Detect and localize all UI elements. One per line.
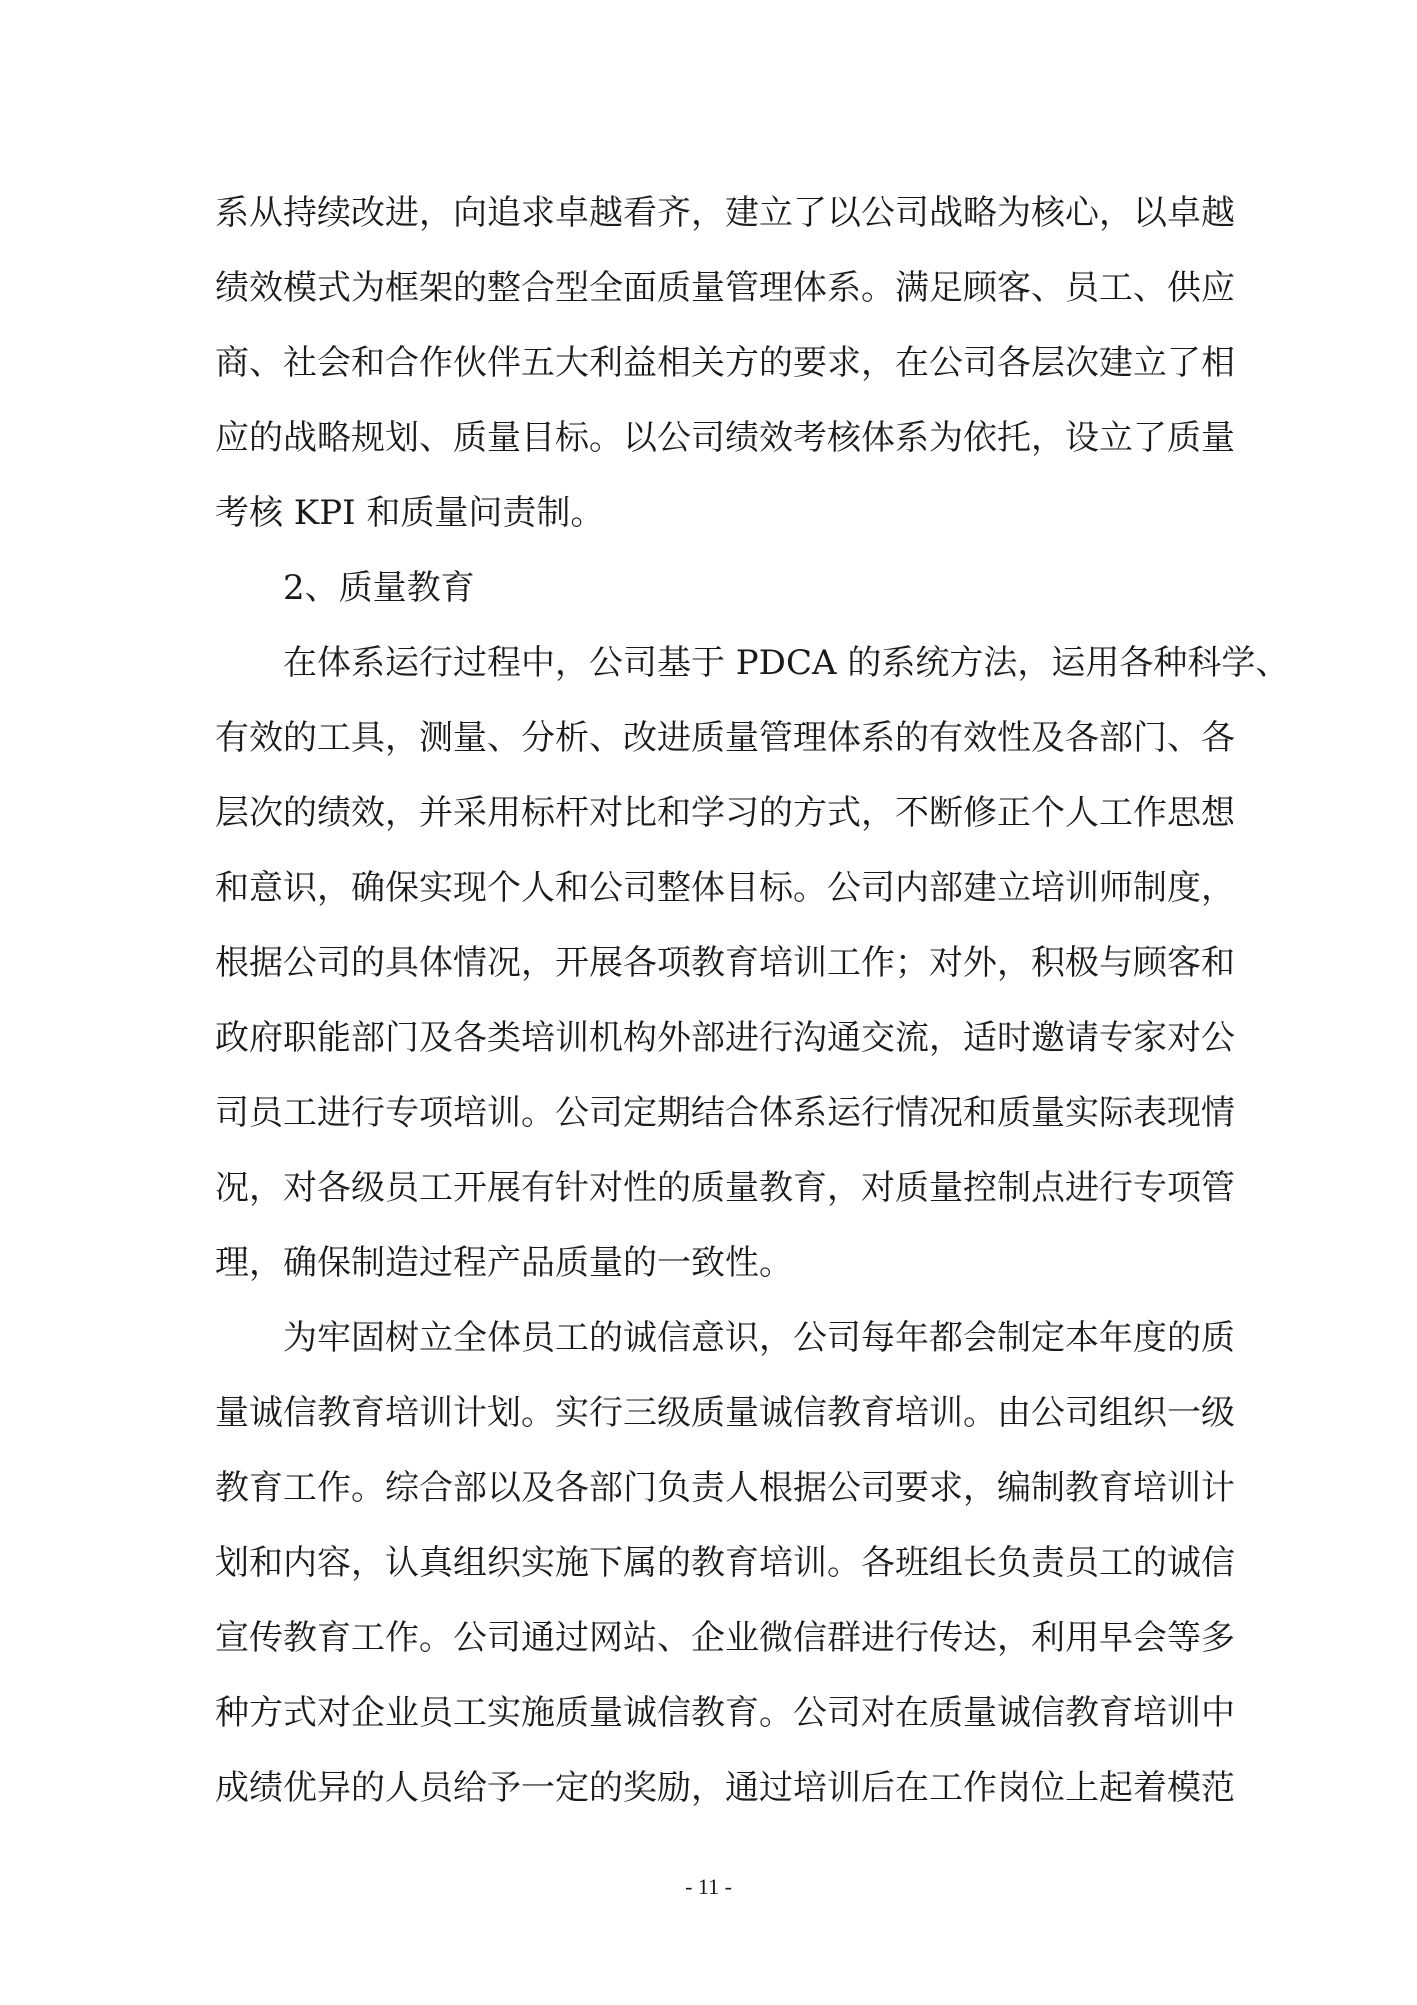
paragraph-line: 根据公司的具体情况，开展各项教育培训工作；对外，积极与顾客和 xyxy=(215,943,1235,983)
paragraph-line: 教育工作。综合部以及各部门负责人根据公司要求，编制教育培训计 xyxy=(215,1468,1235,1508)
section-heading: 2、质量教育 xyxy=(283,568,475,608)
paragraph-line: 政府职能部门及各类培训机构外部进行沟通交流，适时邀请专家对公 xyxy=(215,1018,1235,1058)
paragraph-line: 种方式对企业员工实施质量诚信教育。公司对在质量诚信教育培训中 xyxy=(215,1693,1235,1733)
paragraph-line: 成绩优异的人员给予一定的奖励，通过培训后在工作岗位上起着模范 xyxy=(215,1768,1235,1808)
paragraph-line: 绩效模式为框架的整合型全面质量管理体系。满足顾客、员工、供应 xyxy=(215,268,1235,308)
paragraph-line: 司员工进行专项培训。公司定期结合体系运行情况和质量实际表现情 xyxy=(215,1093,1235,1133)
paragraph-line: 层次的绩效，并采用标杆对比和学习的方式，不断修正个人工作思想 xyxy=(215,793,1235,833)
paragraph-line: 商、社会和合作伙伴五大利益相关方的要求，在公司各层次建立了相 xyxy=(215,343,1235,383)
paragraph-line: 理，确保制造过程产品质量的一致性。 xyxy=(215,1243,793,1283)
paragraph-line: 宣传教育工作。公司通过网站、企业微信群进行传达，利用早会等多 xyxy=(215,1618,1235,1658)
paragraph-line: 况，对各级员工开展有针对性的质量教育，对质量控制点进行专项管 xyxy=(215,1168,1235,1208)
paragraph-line: 划和内容，认真组织实施下属的教育培训。各班组长负责员工的诚信 xyxy=(215,1543,1235,1583)
paragraph-line: 在体系运行过程中，公司基于 PDCA 的系统方法，运用各种科学、 xyxy=(283,643,1290,683)
paragraph-line: 有效的工具，测量、分析、改进质量管理体系的有效性及各部门、各 xyxy=(215,718,1235,758)
paragraph-line: 考核 KPI 和质量问责制。 xyxy=(215,493,605,533)
page-number: - 11 - xyxy=(685,1874,732,1899)
paragraph-line: 量诚信教育培训计划。实行三级质量诚信教育培训。由公司组织一级 xyxy=(215,1393,1235,1433)
paragraph-line: 应的战略规划、质量目标。以公司绩效考核体系为依托，设立了质量 xyxy=(215,418,1235,458)
paragraph-line: 为牢固树立全体员工的诚信意识，公司每年都会制定本年度的质 xyxy=(283,1318,1235,1358)
paragraph-line: 和意识，确保实现个人和公司整体目标。公司内部建立培训师制度， xyxy=(215,868,1235,908)
paragraph-line: 系从持续改进，向追求卓越看齐，建立了以公司战略为核心，以卓越 xyxy=(215,193,1235,233)
